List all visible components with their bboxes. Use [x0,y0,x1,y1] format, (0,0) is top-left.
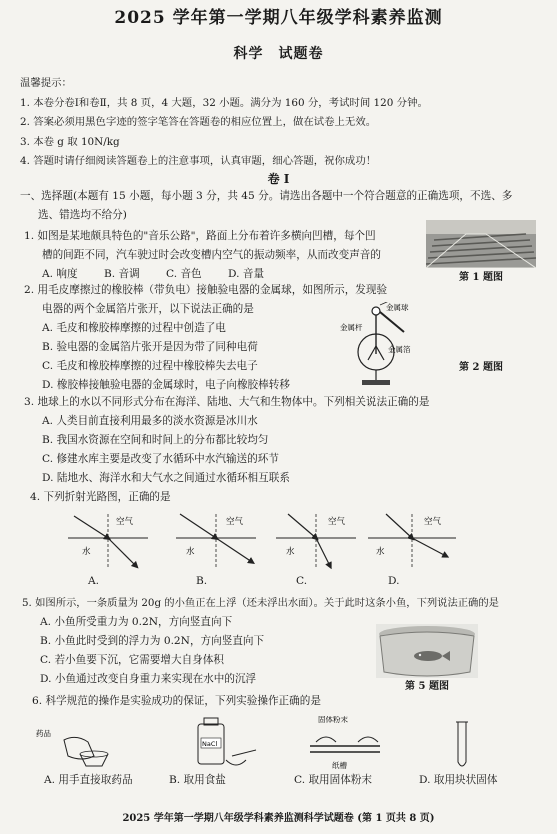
fish-tank-photo [376,624,478,678]
label-air: 空气 [226,517,244,527]
notice-item: 1. 本卷分卷Ⅰ和卷Ⅱ，共 8 页，4 大题，32 小题。满分为 160 分，考试时间 120 分钟。 [20,96,428,109]
lab-operations-figures [24,716,524,772]
option-d[interactable]: D. 小鱼通过改变自身重力来实现在水中的沉浮 [40,673,257,685]
electroscope-diagram [340,302,460,390]
question-text: 4. 下列折射光路图，正确的是 [30,491,171,503]
notice-block [20,76,540,174]
option-a[interactable]: A. [88,575,100,587]
figure-a [36,728,108,766]
option-d[interactable]: D. [388,575,400,587]
label-foil: 金属箔 [388,345,411,354]
label-powder: 固体粉末 [318,716,348,724]
option-d[interactable]: D. 取用块状固体 [419,774,498,786]
question-6 [32,694,532,713]
section-line: 选、错选均不给分) [38,209,127,221]
q4-option-labels [88,574,508,589]
option-a[interactable]: A. 人类目前直接利用最多的淡水资源是冰川水 [42,415,258,427]
page-footer: 2025 学年第一学期八年级学科素养监测科学试题卷 (第 1 页共 8 页) [122,813,435,824]
label-water: 水 [186,547,195,557]
label-nacl: NaCl [202,740,218,748]
option-a[interactable]: A. 响度 [42,268,78,280]
option-c[interactable]: C. 毛皮和橡胶棒摩擦的过程中橡胶棒失去电子 [42,360,258,372]
option-a[interactable]: A. 小鱼所受重力为 0.2N，方向竖直向下 [40,616,233,628]
option-b[interactable]: B. 音调 [104,268,140,280]
question-text: 3. 地球上的水以不同形式分布在海洋、陆地、大气和生物体中。下列相关说法正确的是 [24,396,430,408]
label-air: 空气 [424,517,442,527]
option-c[interactable]: C. 若小鱼要下沉，它需要增大自身体积 [40,654,224,666]
option-c[interactable]: C. 音色 [166,268,202,280]
question-text: 2. 用毛皮摩擦过的橡胶棒（带负电）接触验电器的金属球，如图所示，发现验 [24,284,388,296]
question-4 [30,490,430,509]
option-a[interactable]: A. 毛皮和橡胶棒摩擦的过程中创造了电 [42,322,226,334]
label-water: 水 [286,547,295,557]
label-groove: 纸槽 [332,761,347,770]
diagram-d [368,514,456,568]
option-b[interactable]: B. 我国水资源在空间和时间上的分布都比较均匀 [42,434,269,446]
diagram-b [176,514,256,568]
option-d[interactable]: D. 橡胶棒接触验电器的金属球时，电子向橡胶棒转移 [42,379,290,391]
question-3 [24,395,544,490]
volume-heading: 卷 Ⅰ [267,172,290,186]
notice-item: 2. 答案必须用黑色字迹的签字笔答在答题卷的相应位置上，做在试卷上无效。 [20,116,377,128]
question-text: 槽的间距不同，汽车驶过时会改变槽内空气的振动频率，从而改变声音的 [42,249,381,261]
label-rod: 金属杆 [340,323,363,332]
option-d[interactable]: D. 陆地水、海洋水和大气水之间通过水循环相互联系 [42,472,290,484]
question-text: 1. 如图是某地颇具特色的"音乐公路"，路面上分布着许多横向凹槽，每个凹 [24,230,376,242]
notice-item: 3. 本卷 g 取 10N/kg [20,135,120,148]
q6-options [44,773,544,788]
label-ball: 金属球 [386,303,409,312]
figure-b [198,718,256,765]
figure-d [456,722,468,766]
music-road-photo [426,220,536,268]
option-b[interactable]: B. 验电器的金属箔片张开是因为带了同种电荷 [42,341,258,353]
notice-heading: 温馨提示： [20,77,72,89]
question-1 [24,229,424,286]
label-medicine: 药品 [36,729,51,738]
page-subtitle: 科学 试题卷 [233,46,324,62]
option-c[interactable]: C. [296,575,308,587]
option-d[interactable]: D. 音量 [228,268,265,280]
section-line: 一、选择题(本题有 15 小题，每小题 3 分，共 45 分。请选出各题中一个符合题意的正确选项，不选、多 [20,190,513,202]
option-b[interactable]: B. 小鱼此时受到的浮力为 0.2N，方向竖直向下 [40,635,265,647]
label-air: 空气 [116,517,134,527]
option-c[interactable]: C. 取用固体粉末 [294,774,373,786]
option-b[interactable]: B. [196,575,208,587]
notice-item: 4. 答题时请仔细阅读答题卷上的注意事项，认真审题，细心答题，祝你成功！ [20,155,377,167]
refraction-diagrams [60,508,520,572]
label-water: 水 [82,547,91,557]
figure-caption: 第 5 题图 [405,681,449,692]
figure-c [310,716,380,770]
diagram-a [68,514,148,568]
question-text: 5. 如图所示，一条质量为 20g 的小鱼正在上浮（还未浮出水面）。关于此时这条小鱼，下列说法正确的是 [22,597,499,609]
question-text: 电器的两个金属箔片张开，以下说法正确的是 [42,303,254,315]
label-water: 水 [376,547,385,557]
page-title: 2025 学年第一学期八年级学科素养监测 [114,8,443,28]
option-a[interactable]: A. 用手直接取药品 [44,774,133,786]
label-air: 空气 [328,517,346,527]
option-c[interactable]: C. 修建水库主要是改变了水循环中水汽输送的环节 [42,453,279,465]
figure-caption: 第 2 题图 [459,362,503,373]
diagram-c [276,514,356,568]
figure-caption: 第 1 题图 [459,272,503,283]
question-text: 6. 科学规范的操作是实验成功的保证，下列实验操作正确的是 [32,695,321,707]
option-b[interactable]: B. 取用食盐 [169,774,226,786]
